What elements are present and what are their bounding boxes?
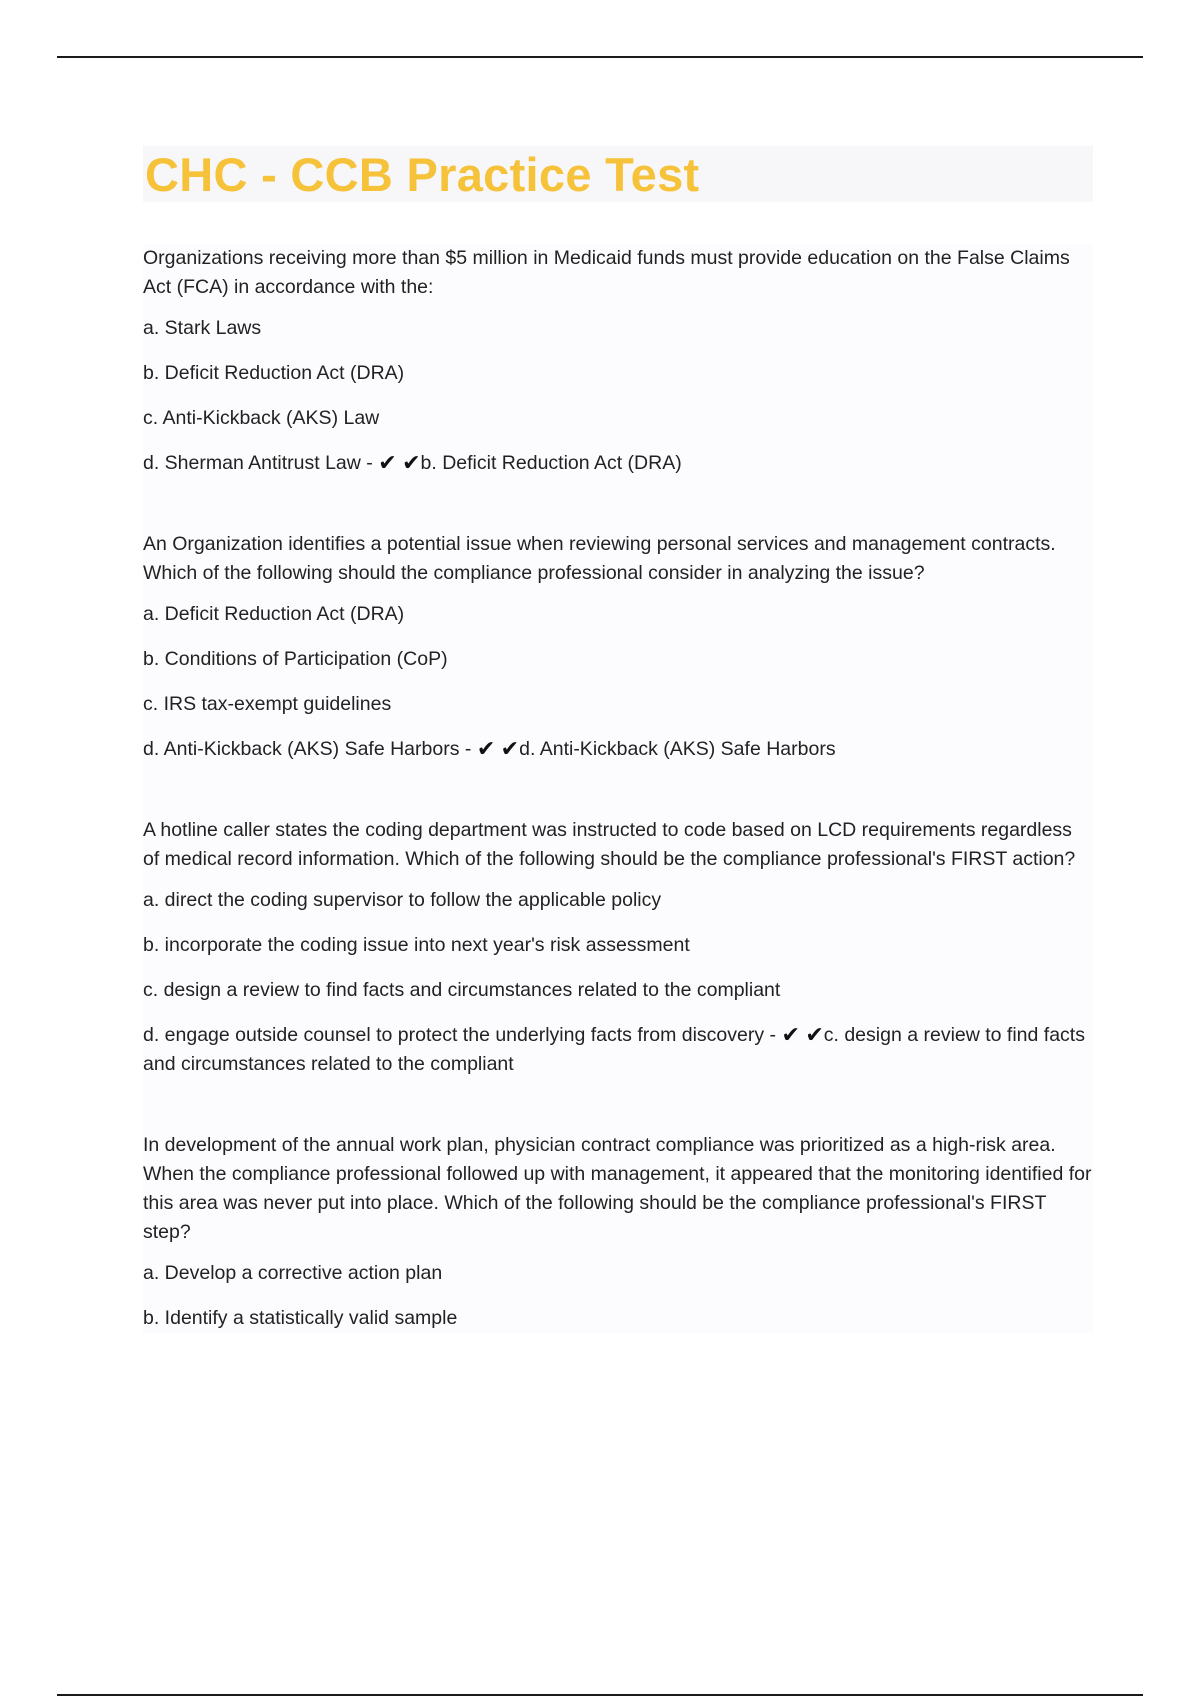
question-block <box>143 530 1093 764</box>
answer-separator: - <box>764 1024 782 1046</box>
option-b: b. Identify a statistically valid sample <box>143 1307 458 1329</box>
page-content <box>143 146 1093 1385</box>
check-icon: ✔ <box>781 1023 800 1048</box>
question-text: An Organization identifies a potential issue when reviewing personal services and management contracts. Which of the following should the compliance professional consider in analyzing the issue? <box>143 533 1056 584</box>
option-d-with-answer <box>143 735 1093 764</box>
question-text: Organizations receiving more than $5 million in Medicaid funds must provide education on the False Claims Act (FCA) in accordance with the: <box>143 247 1070 298</box>
answer-text: d. Anti-Kickback (AKS) Safe Harbors <box>519 738 836 760</box>
check-icon: ✔ <box>500 737 520 762</box>
answer-text: c. design a review to find facts and circumstances related to the compliant <box>143 1024 1085 1075</box>
question-list <box>143 244 1093 1333</box>
top-rule <box>57 56 1143 58</box>
option-c: c. design a review to find facts and circumstances related to the compliant <box>143 979 781 1001</box>
option-a: a. Deficit Reduction Act (DRA) <box>143 603 405 625</box>
question-text: A hotline caller states the coding department was instructed to code based on LCD requirements regardless of medical record information. Which of the following should be the compliance professional's FIRST action? <box>143 819 1076 870</box>
option-d-with-answer <box>143 1021 1093 1079</box>
option-d: d. Sherman Antitrust Law <box>143 452 361 474</box>
option-b: b. incorporate the coding issue into next year's risk assessment <box>143 934 690 956</box>
question-block <box>143 816 1093 1079</box>
check-icon: ✔ <box>805 1023 824 1048</box>
option-c: c. IRS tax-exempt guidelines <box>143 693 392 715</box>
option-b: b. Deficit Reduction Act (DRA) <box>143 362 405 384</box>
option-a: a. Develop a corrective action plan <box>143 1262 443 1284</box>
document-title: CHC - CCB Practice Test <box>145 147 700 201</box>
question-block <box>143 244 1093 478</box>
option-c: c. Anti-Kickback (AKS) Law <box>143 407 380 429</box>
bottom-rule <box>57 1694 1143 1696</box>
title-band <box>143 146 1093 202</box>
check-icon: ✔ <box>476 737 496 762</box>
check-icon: ✔ <box>378 451 397 476</box>
question-text: In development of the annual work plan, physician contract compliance was prioritized as a high-risk area. When the compliance professional followed up with management, it appeared that the monitoring identified for this area was never put into place. Which of the following should be the compliance professional's FIRST step? <box>143 1134 1092 1243</box>
option-d: d. engage outside counsel to protect the underlying facts from discovery <box>143 1024 765 1046</box>
check-icon: ✔ <box>402 451 421 476</box>
answer-text: b. Deficit Reduction Act (DRA) <box>420 452 682 474</box>
question-block <box>143 1131 1093 1333</box>
answer-separator: - <box>360 452 379 474</box>
option-a: a. direct the coding supervisor to follow the applicable policy <box>143 889 662 911</box>
option-a: a. Stark Laws <box>143 317 262 339</box>
option-b: b. Conditions of Participation (CoP) <box>143 648 448 670</box>
answer-separator: - <box>459 738 477 760</box>
option-d: d. Anti-Kickback (AKS) Safe Harbors <box>143 738 460 760</box>
option-d-with-answer <box>143 449 1093 478</box>
